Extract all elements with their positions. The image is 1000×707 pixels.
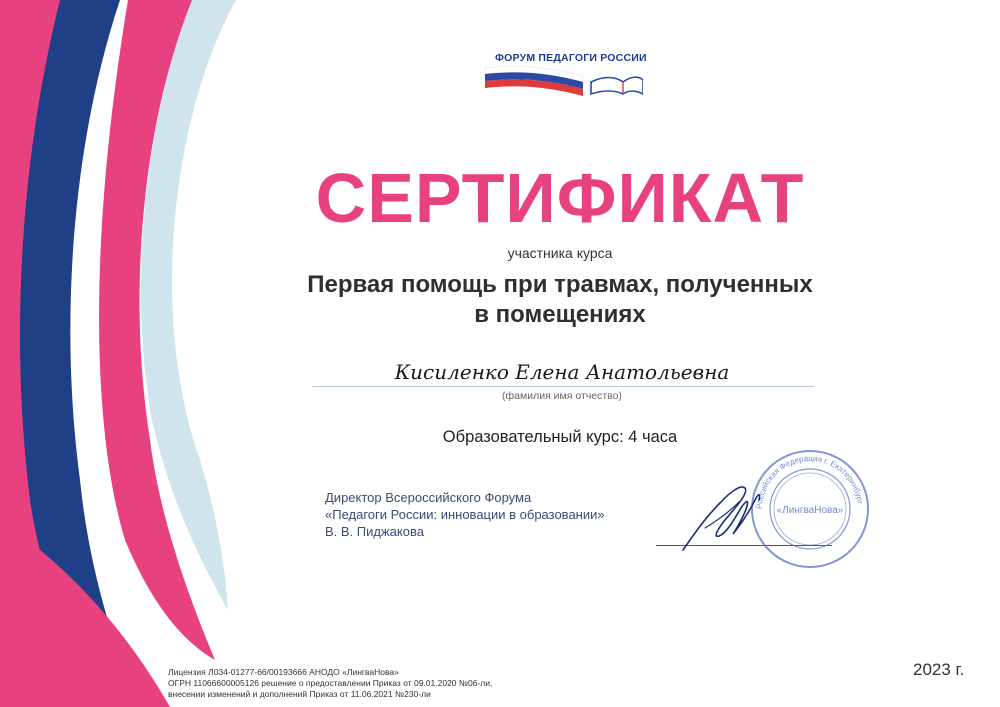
name-caption: (фамилия имя отчество) <box>502 390 622 402</box>
certificate-subtitle: участника курса <box>507 245 613 261</box>
decorative-ribbons <box>0 0 260 707</box>
course-title-line2: в помещениях <box>474 301 646 328</box>
signatory-organization: «Педагоги России: инновации в образовании» <box>325 507 605 522</box>
name-underline <box>312 386 814 387</box>
logo-word-pedagogi: ПЕДАГОГИ <box>538 52 598 64</box>
license-line2: ОГРН 11066600005126 решение о предоставлении Приказ от 09.01.2020 №06-ли, <box>168 678 493 688</box>
course-duration: Образовательный курс: 4 часа <box>442 428 678 446</box>
stamp-center-text: «ЛингваНова» <box>776 505 844 516</box>
handwritten-signature <box>675 478 775 558</box>
license-info <box>168 667 492 700</box>
stamp-ring-text: Российская Федерация г. Екатеринбург <box>754 453 865 510</box>
license-line1: Лицензия Л034-01277-66/00193666 АНОДО «ЛингваНова» <box>168 667 399 677</box>
signatory-block <box>325 489 605 540</box>
signatory-position: Директор Всероссийского Форума <box>325 490 532 505</box>
forum-logo <box>483 50 647 100</box>
course-title <box>230 270 890 330</box>
logo-word-forum: ФОРУМ <box>495 52 536 64</box>
signatory-name: В. В. Пиджакова <box>325 524 424 539</box>
flag-book-icon <box>483 62 643 100</box>
certificate-title: СЕРТИФИКАТ <box>315 159 805 237</box>
participant-name: Кисиленко Елена Анатольевна <box>394 360 730 384</box>
license-line3: внесении изменений и дополнений Приказ от 11.06.2021 №230-ли <box>168 689 431 699</box>
issue-year: 2023 г. <box>913 660 965 679</box>
course-title-line1: Первая помощь при травмах, полученных <box>307 271 813 298</box>
logo-word-rossii: РОССИИ <box>600 52 647 64</box>
